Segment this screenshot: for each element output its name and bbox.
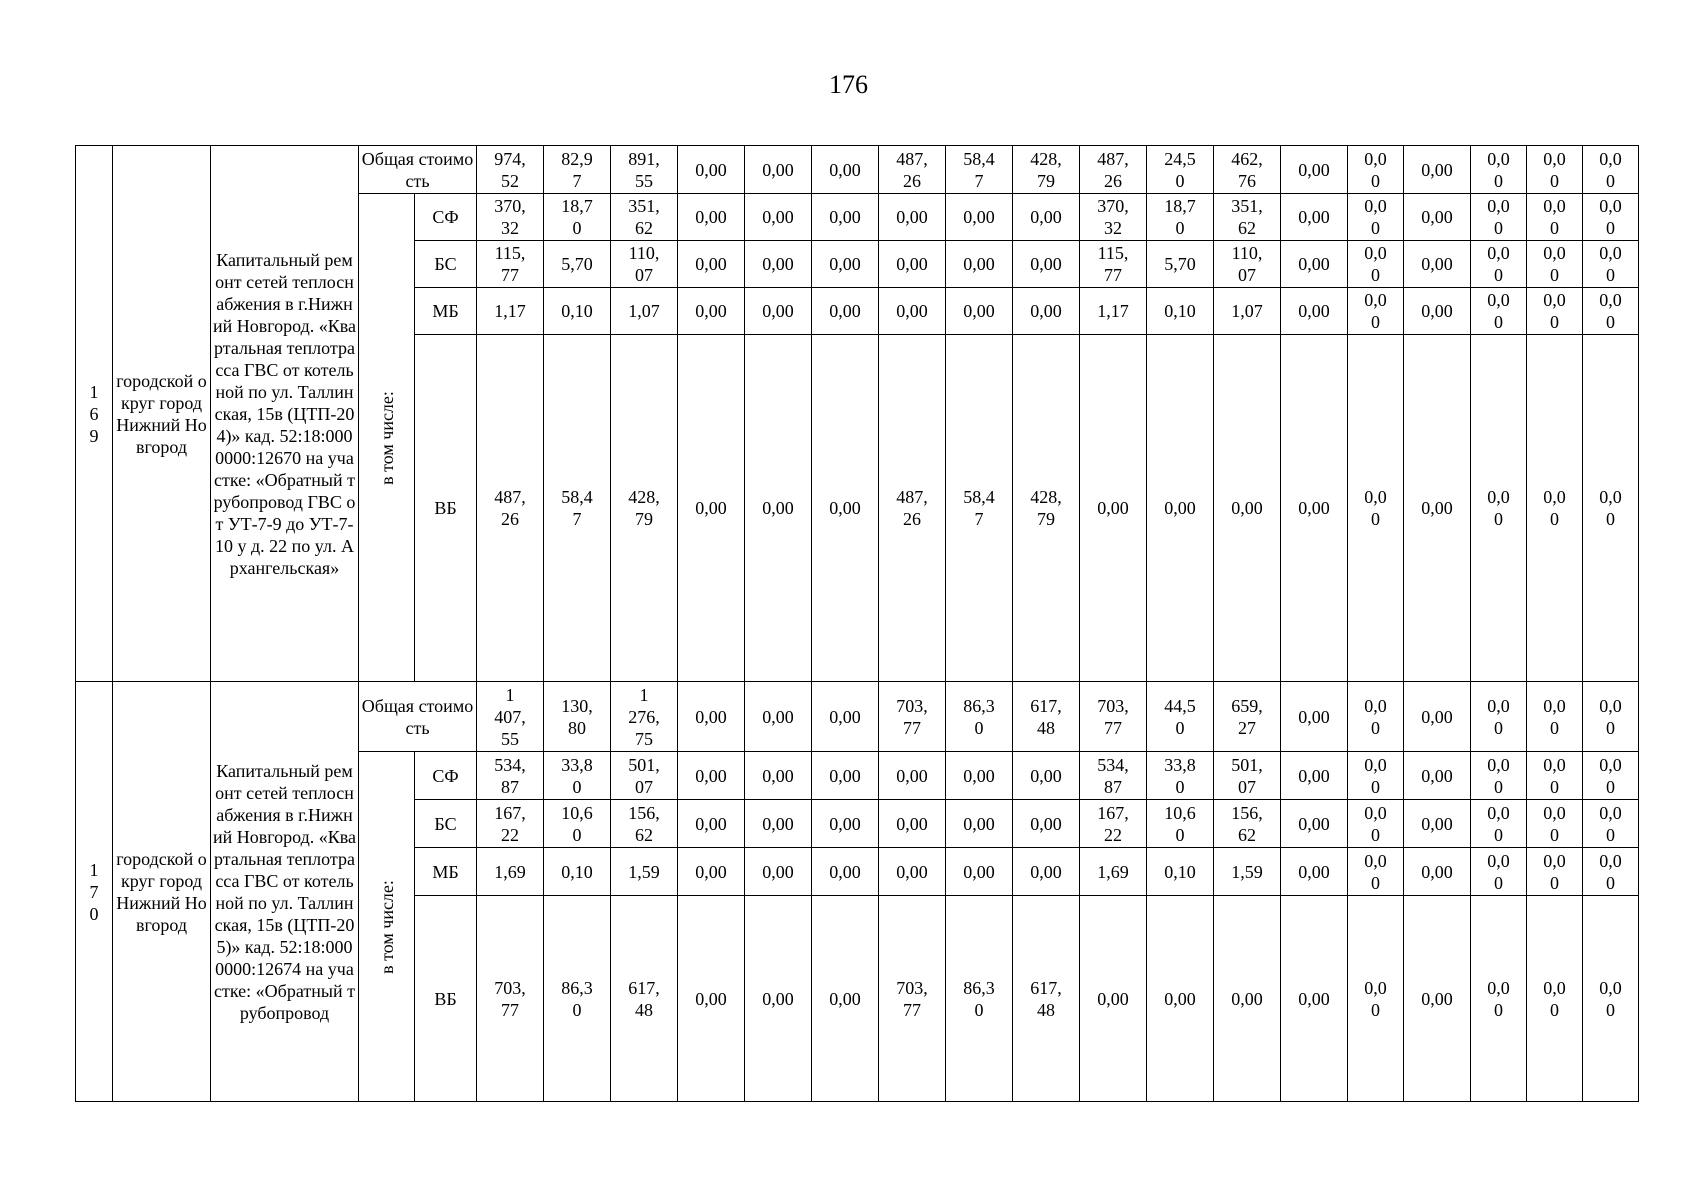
value-cell: 0,00	[678, 848, 745, 896]
value-cell: 0,00	[812, 800, 879, 848]
value-cell: 0,00	[1080, 335, 1147, 682]
value-cell: 0,0 0	[1348, 752, 1404, 800]
row-number	[76, 146, 113, 682]
value-cell: 0,0 0	[1471, 146, 1527, 194]
value-cell: 0,00	[1404, 848, 1471, 896]
value-cell: 0,0 0	[1527, 848, 1583, 896]
value-cell: 58,4 7	[946, 335, 1013, 682]
value-cell: 0,0 0	[1471, 848, 1527, 896]
value-cell: 24,5 0	[1147, 146, 1214, 194]
value-cell: 167, 22	[477, 800, 544, 848]
value-cell: 0,0 0	[1527, 335, 1583, 682]
value-cell: 0,00	[812, 288, 879, 335]
total-cost-label: Общая стоимость	[359, 682, 477, 752]
value-cell: 462, 76	[1214, 146, 1281, 194]
value-cell: 703, 77	[879, 682, 946, 752]
value-cell: 0,00	[879, 288, 946, 335]
in-total-label: в том числе:	[376, 879, 397, 974]
value-cell: 428, 79	[611, 335, 678, 682]
value-cell: 1,59	[1214, 848, 1281, 896]
value-cell: 156, 62	[1214, 800, 1281, 848]
total-cost-label: Общая стоимость	[359, 146, 477, 194]
value-cell: 0,00	[879, 241, 946, 288]
value-cell: 0,00	[678, 800, 745, 848]
value-cell: 0,0 0	[1471, 896, 1527, 1102]
value-cell: 0,00	[1013, 752, 1080, 800]
value-cell: 617, 48	[1013, 896, 1080, 1102]
value-cell: 0,0 0	[1471, 288, 1527, 335]
value-cell: 370, 32	[1080, 194, 1147, 241]
value-cell: 0,00	[812, 752, 879, 800]
value-cell: 0,00	[1404, 194, 1471, 241]
in-total-label: в том числе:	[376, 390, 397, 485]
value-cell: 659, 27	[1214, 682, 1281, 752]
value-cell: 0,0 0	[1471, 335, 1527, 682]
value-cell: 0,00	[745, 896, 812, 1102]
value-cell: 0,00	[678, 682, 745, 752]
source-label: МБ	[415, 288, 477, 335]
value-cell: 0,00	[812, 335, 879, 682]
value-cell: 1,07	[1214, 288, 1281, 335]
value-cell: 18,7 0	[1147, 194, 1214, 241]
table-row	[76, 682, 1639, 752]
value-cell: 0,0 0	[1583, 848, 1639, 896]
value-cell: 0,00	[1281, 800, 1348, 848]
value-cell: 0,00	[946, 800, 1013, 848]
value-cell: 0,00	[1404, 682, 1471, 752]
value-cell: 0,00	[812, 848, 879, 896]
value-cell: 110, 07	[1214, 241, 1281, 288]
description-cell: Капитальный ремонт сетей теплоснабжения в г.Нижний Новгород. «Квартальная теплотрасса ГВС от котельной по ул. Таллинская, 15в (ЦТП-205)» кад. 52:18:0000000:12674 на участке: «Обратный трубопровод	[211, 682, 359, 1102]
row-number-digit: 0	[89, 903, 99, 924]
value-cell: 82,9 7	[544, 146, 611, 194]
value-cell: 1,69	[477, 848, 544, 896]
value-cell: 58,4 7	[544, 335, 611, 682]
value-cell: 115, 77	[477, 241, 544, 288]
value-cell: 0,00	[1013, 194, 1080, 241]
value-cell: 0,00	[745, 800, 812, 848]
value-cell: 0,00	[1281, 288, 1348, 335]
region-cell: городской округ город Нижний Новгород	[113, 682, 211, 1102]
value-cell: 115, 77	[1080, 241, 1147, 288]
value-cell: 0,0 0	[1471, 682, 1527, 752]
value-cell: 0,00	[1404, 335, 1471, 682]
value-cell: 33,8 0	[1147, 752, 1214, 800]
value-cell: 0,0 0	[1527, 146, 1583, 194]
value-cell: 0,0 0	[1348, 800, 1404, 848]
value-cell: 5,70	[544, 241, 611, 288]
value-cell: 501, 07	[1214, 752, 1281, 800]
value-cell: 0,0 0	[1527, 896, 1583, 1102]
value-cell: 0,0 0	[1471, 241, 1527, 288]
value-cell: 703, 77	[477, 896, 544, 1102]
value-cell: 0,00	[1281, 896, 1348, 1102]
value-cell: 0,10	[1147, 848, 1214, 896]
value-cell: 0,00	[1281, 335, 1348, 682]
table-row	[76, 146, 1639, 194]
value-cell: 0,0 0	[1583, 800, 1639, 848]
value-cell: 534, 87	[477, 752, 544, 800]
value-cell: 0,0 0	[1583, 752, 1639, 800]
source-label: БС	[415, 241, 477, 288]
value-cell: 0,0 0	[1583, 335, 1639, 682]
value-cell: 44,5 0	[1147, 682, 1214, 752]
value-cell: 0,00	[946, 752, 1013, 800]
value-cell: 0,00	[678, 146, 745, 194]
value-cell: 0,0 0	[1348, 896, 1404, 1102]
value-cell: 0,00	[1404, 800, 1471, 848]
value-cell: 534, 87	[1080, 752, 1147, 800]
value-cell: 0,00	[1404, 288, 1471, 335]
value-cell: 0,00	[879, 194, 946, 241]
value-cell: 156, 62	[611, 800, 678, 848]
row-number-digit: 6	[89, 403, 99, 424]
value-cell: 0,0 0	[1527, 800, 1583, 848]
in-total-label-cell	[359, 194, 415, 682]
value-cell: 0,00	[1013, 800, 1080, 848]
value-cell: 0,00	[946, 241, 1013, 288]
value-cell: 0,00	[812, 241, 879, 288]
value-cell: 0,00	[745, 146, 812, 194]
source-label: СФ	[415, 752, 477, 800]
value-cell: 370, 32	[477, 194, 544, 241]
value-cell: 10,6 0	[544, 800, 611, 848]
value-cell: 167, 22	[1080, 800, 1147, 848]
row-number-digit: 9	[89, 425, 99, 446]
value-cell: 1,07	[611, 288, 678, 335]
value-cell: 487, 26	[879, 146, 946, 194]
value-cell: 0,00	[1013, 241, 1080, 288]
value-cell: 0,00	[879, 800, 946, 848]
value-cell: 0,00	[1147, 896, 1214, 1102]
value-cell: 0,0 0	[1348, 848, 1404, 896]
value-cell: 5,70	[1147, 241, 1214, 288]
value-cell: 10,6 0	[1147, 800, 1214, 848]
value-cell: 0,00	[745, 194, 812, 241]
value-cell: 0,00	[1214, 896, 1281, 1102]
value-cell: 0,0 0	[1583, 682, 1639, 752]
value-cell: 0,00	[812, 194, 879, 241]
value-cell: 0,00	[678, 896, 745, 1102]
in-total-label-cell	[359, 752, 415, 1102]
value-cell: 0,00	[745, 752, 812, 800]
value-cell: 0,00	[946, 194, 1013, 241]
value-cell: 0,00	[678, 288, 745, 335]
value-cell: 0,00	[1404, 896, 1471, 1102]
value-cell: 0,0 0	[1471, 800, 1527, 848]
value-cell: 0,0 0	[1471, 194, 1527, 241]
value-cell: 1,17	[1080, 288, 1147, 335]
value-cell: 617, 48	[1013, 682, 1080, 752]
page-number: 176	[829, 70, 868, 99]
description-cell: Капитальный ремонт сетей теплоснабжения в г.Нижний Новгород. «Квартальная теплотрасса ГВС от котельной по ул. Таллинская, 15в (ЦТП-204)» кад. 52:18:0000000:12670 на участке: «Обратный трубопровод ГВС от УТ-7-9 до УТ-7-10 у д. 22 по ул. Архангельская»	[211, 146, 359, 682]
value-cell: 0,10	[1147, 288, 1214, 335]
value-cell: 351, 62	[611, 194, 678, 241]
value-cell: 86,3 0	[544, 896, 611, 1102]
value-cell: 0,00	[1147, 335, 1214, 682]
value-cell: 974, 52	[477, 146, 544, 194]
value-cell: 0,00	[1281, 194, 1348, 241]
value-cell: 703, 77	[879, 896, 946, 1102]
value-cell: 0,0 0	[1583, 896, 1639, 1102]
value-cell: 0,10	[544, 848, 611, 896]
value-cell: 0,00	[879, 848, 946, 896]
value-cell: 1 276, 75	[611, 682, 678, 752]
funding-table	[75, 145, 1639, 1102]
value-cell: 0,0 0	[1527, 752, 1583, 800]
value-cell: 0,0 0	[1527, 194, 1583, 241]
value-cell: 0,00	[745, 848, 812, 896]
value-cell: 33,8 0	[544, 752, 611, 800]
row-number-digit: 1	[89, 859, 99, 880]
value-cell: 0,00	[879, 752, 946, 800]
row-number	[76, 682, 113, 1102]
value-cell: 0,00	[812, 682, 879, 752]
source-label: СФ	[415, 194, 477, 241]
value-cell: 0,0 0	[1583, 241, 1639, 288]
value-cell: 0,00	[812, 146, 879, 194]
value-cell: 0,0 0	[1583, 194, 1639, 241]
value-cell: 1,17	[477, 288, 544, 335]
table-body	[76, 146, 1639, 1102]
value-cell: 487, 26	[477, 335, 544, 682]
value-cell: 0,00	[745, 682, 812, 752]
value-cell: 0,10	[544, 288, 611, 335]
value-cell: 891, 55	[611, 146, 678, 194]
value-cell: 0,00	[745, 241, 812, 288]
value-cell: 0,0 0	[1527, 241, 1583, 288]
value-cell: 0,00	[1281, 682, 1348, 752]
value-cell: 0,00	[1013, 848, 1080, 896]
value-cell: 1,59	[611, 848, 678, 896]
value-cell: 0,00	[745, 335, 812, 682]
value-cell: 0,00	[1214, 335, 1281, 682]
value-cell: 58,4 7	[946, 146, 1013, 194]
value-cell: 0,00	[946, 848, 1013, 896]
value-cell: 0,00	[946, 288, 1013, 335]
value-cell: 0,00	[745, 288, 812, 335]
value-cell: 0,00	[812, 896, 879, 1102]
source-label: БС	[415, 800, 477, 848]
region-cell: городской округ город Нижний Новгород	[113, 146, 211, 682]
value-cell: 0,0 0	[1348, 335, 1404, 682]
value-cell: 428, 79	[1013, 146, 1080, 194]
value-cell: 110, 07	[611, 241, 678, 288]
value-cell: 0,00	[1404, 241, 1471, 288]
value-cell: 501, 07	[611, 752, 678, 800]
value-cell: 0,0 0	[1348, 288, 1404, 335]
value-cell: 0,00	[678, 194, 745, 241]
value-cell: 0,00	[1013, 288, 1080, 335]
value-cell: 0,0 0	[1583, 288, 1639, 335]
row-number-digit: 1	[89, 381, 99, 402]
value-cell: 487, 26	[1080, 146, 1147, 194]
value-cell: 1,69	[1080, 848, 1147, 896]
value-cell: 18,7 0	[544, 194, 611, 241]
value-cell: 0,00	[1281, 241, 1348, 288]
value-cell: 0,00	[1404, 752, 1471, 800]
value-cell: 0,00	[678, 241, 745, 288]
source-label: ВБ	[415, 335, 477, 682]
value-cell: 86,3 0	[946, 682, 1013, 752]
value-cell: 0,0 0	[1527, 682, 1583, 752]
value-cell: 0,00	[678, 335, 745, 682]
value-cell: 0,00	[1281, 848, 1348, 896]
value-cell: 0,0 0	[1527, 288, 1583, 335]
value-cell: 0,00	[1080, 896, 1147, 1102]
value-cell: 0,0 0	[1348, 682, 1404, 752]
source-label: ВБ	[415, 896, 477, 1102]
value-cell: 0,00	[1281, 752, 1348, 800]
value-cell: 0,00	[1404, 146, 1471, 194]
value-cell: 130, 80	[544, 682, 611, 752]
value-cell: 703, 77	[1080, 682, 1147, 752]
source-label: МБ	[415, 848, 477, 896]
value-cell: 86,3 0	[946, 896, 1013, 1102]
value-cell: 0,00	[678, 752, 745, 800]
value-cell: 0,00	[1281, 146, 1348, 194]
value-cell: 0,0 0	[1348, 194, 1404, 241]
value-cell: 0,0 0	[1583, 146, 1639, 194]
row-number-digit: 7	[89, 881, 99, 902]
value-cell: 1 407, 55	[477, 682, 544, 752]
value-cell: 0,0 0	[1348, 241, 1404, 288]
value-cell: 487, 26	[879, 335, 946, 682]
value-cell: 617, 48	[611, 896, 678, 1102]
value-cell: 0,0 0	[1471, 752, 1527, 800]
value-cell: 428, 79	[1013, 335, 1080, 682]
value-cell: 0,0 0	[1348, 146, 1404, 194]
value-cell: 351, 62	[1214, 194, 1281, 241]
